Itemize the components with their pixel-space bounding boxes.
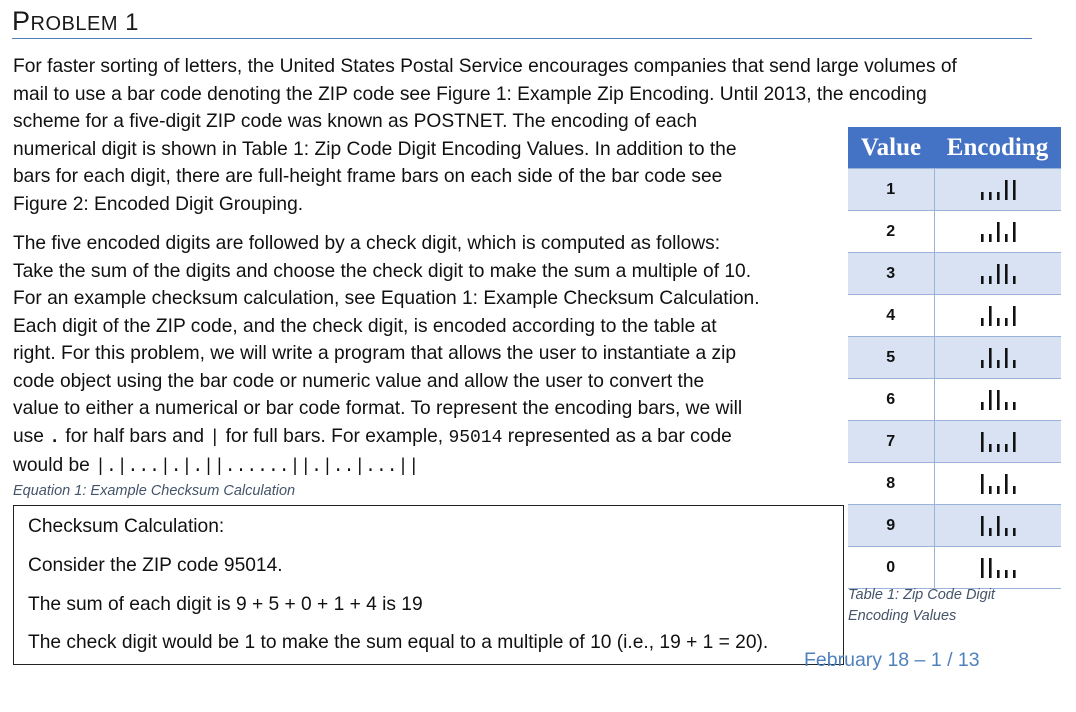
text-line: value to either a numerical or bar code format. To represent the encoding bars, we will [13, 398, 743, 419]
full-bar [981, 474, 984, 494]
text-line: scheme for a five-digit ZIP code was known as POSTNET. The encoding of each [13, 111, 697, 132]
table-row [848, 421, 1061, 463]
barcode-glyph [978, 221, 1018, 243]
digit-value: 9 [848, 505, 934, 547]
digit-value: 1 [848, 169, 934, 211]
barcode-glyph [978, 473, 1018, 495]
half-bar [981, 234, 984, 242]
full-bar [1013, 432, 1016, 452]
digit-value: 4 [848, 295, 934, 337]
half-bar [997, 318, 1000, 326]
text-line: For faster sorting of letters, the United States Postal Service encourages companies that send large volumes of [13, 56, 957, 77]
half-bar [1005, 402, 1008, 410]
full-bar [1005, 180, 1008, 200]
full-bar [989, 306, 992, 326]
table-row [848, 547, 1061, 589]
example-barcode: |.|...|.|.||......||.|..|...|| [95, 457, 420, 477]
text-line: right. For this problem, we will write a program that allows the user to instantiate a zip [13, 343, 737, 364]
half-bar [1013, 276, 1016, 284]
full-bar [1005, 474, 1008, 494]
barcode-glyph [978, 389, 1018, 411]
half-bar [981, 276, 984, 284]
table-row [848, 253, 1061, 295]
digit-encoding [934, 547, 1061, 589]
digit-encoding [934, 169, 1061, 211]
half-bar [1013, 360, 1016, 368]
table-caption: Table 1: Zip Code Digit Encoding Values [848, 587, 995, 624]
checkdigit-paragraph [13, 230, 760, 482]
table-row [848, 211, 1061, 253]
full-bar [1013, 306, 1016, 326]
table-row [848, 337, 1061, 379]
digit-value: 6 [848, 379, 934, 421]
digit-value: 8 [848, 463, 934, 505]
barcode-glyph [978, 305, 1018, 327]
text-line: The five encoded digits are followed by a check digit, which is computed as follows: [13, 233, 721, 254]
digit-encoding [934, 253, 1061, 295]
half-bar [1005, 528, 1008, 536]
digit-encoding [934, 337, 1061, 379]
page-title: PROBLEM 1 [12, 6, 139, 36]
full-bar [1005, 348, 1008, 368]
table-row [848, 295, 1061, 337]
table-row [848, 463, 1061, 505]
half-bar [989, 276, 992, 284]
digit-value: 2 [848, 211, 934, 253]
full-bar [989, 390, 992, 410]
text-line: bars for each digit, there are full-height frame bars on each side of the bar code see [13, 166, 723, 187]
text-line: numerical digit is shown in Table 1: Zip Code Digit Encoding Values. In addition to the [13, 138, 737, 160]
example-zip: 95014 [448, 427, 503, 448]
digit-encoding [934, 211, 1061, 253]
value-column-header: Value [848, 127, 934, 169]
half-bar [1013, 402, 1016, 410]
text-line: Figure 2: Encoded Digit Grouping. [13, 193, 304, 215]
text-line: Each digit of the ZIP code, and the check digit, is encoded according to the table at [13, 315, 717, 337]
table-row [848, 379, 1061, 421]
full-bar [989, 348, 992, 368]
encoding-table [848, 127, 1061, 589]
barcode-glyph [978, 347, 1018, 369]
digit-encoding [934, 421, 1061, 463]
checksum-line: Consider the ZIP code 95014. [28, 555, 283, 576]
text-line: mail to use a bar code denoting the ZIP code see Figure 1: Example Zip Encoding. Until 2013, the encoding [13, 83, 927, 105]
half-bar [997, 444, 1000, 452]
digit-encoding [934, 505, 1061, 547]
full-bar [997, 390, 1000, 410]
half-bar [989, 192, 992, 200]
half-bar [981, 402, 984, 410]
half-bar-symbol: . [49, 427, 61, 448]
text-line: For an example checksum calculation, see Equation 1: Example Checksum Calculation. [13, 288, 760, 309]
barcode-glyph [978, 179, 1018, 201]
half-bar [1005, 318, 1008, 326]
full-bar [1013, 222, 1016, 242]
half-bar [997, 486, 1000, 494]
full-bar [981, 558, 984, 578]
full-bar-symbol: | [209, 427, 221, 448]
half-bar [997, 570, 1000, 578]
digit-value: 5 [848, 337, 934, 379]
table-row [848, 169, 1061, 211]
equation-caption: Equation 1: Example Checksum Calculation [13, 483, 296, 499]
barcode-glyph [978, 431, 1018, 453]
text-line-would: would be |.|...|.|.||......||.|..|...|| [13, 455, 420, 477]
checksum-heading: Checksum Calculation: [28, 516, 225, 537]
full-bar [997, 222, 1000, 242]
full-bar [997, 516, 1000, 536]
half-bar [981, 360, 984, 368]
full-bar [989, 558, 992, 578]
half-bar [1005, 570, 1008, 578]
digit-value: 7 [848, 421, 934, 463]
heading-rule [12, 38, 1032, 39]
digit-value: 0 [848, 547, 934, 589]
encoding-column-header: Encoding [934, 127, 1061, 169]
page-footer: February 18 – 1 / 13 [804, 649, 980, 671]
digit-value: 3 [848, 253, 934, 295]
text-line-use: use . for half bars and | for full bars. For example, 95014 represented as a bar code [13, 425, 732, 448]
half-bar [997, 192, 1000, 200]
full-bar [1005, 264, 1008, 284]
digit-encoding [934, 379, 1061, 421]
half-bar [997, 360, 1000, 368]
half-bar [981, 192, 984, 200]
intro-paragraph [13, 53, 957, 218]
text-line: code object using the bar code or numeric value and allow the user to convert the [13, 370, 705, 392]
half-bar [989, 486, 992, 494]
checksum-box [13, 505, 844, 665]
checksum-line: The check digit would be 1 to make the sum equal to a multiple of 10 (i.e., 19 + 1 = 20). [28, 632, 769, 653]
half-bar [1013, 486, 1016, 494]
half-bar [1013, 528, 1016, 536]
half-bar [1005, 444, 1008, 452]
text-line: Take the sum of the digits and choose the check digit to make the sum a multiple of 10. [13, 260, 752, 282]
table-header-row [848, 127, 1061, 169]
half-bar [989, 528, 992, 536]
full-bar [997, 264, 1000, 284]
checksum-line: The sum of each digit is 9 + 5 + 0 + 1 + 4 is 19 [28, 594, 423, 615]
half-bar [989, 444, 992, 452]
half-bar [1005, 234, 1008, 242]
barcode-glyph [978, 515, 1018, 537]
table-row [848, 505, 1061, 547]
full-bar [1013, 180, 1016, 200]
full-bar [981, 516, 984, 536]
barcode-glyph [978, 263, 1018, 285]
half-bar [981, 318, 984, 326]
digit-encoding [934, 463, 1061, 505]
half-bar [1013, 570, 1016, 578]
full-bar [981, 432, 984, 452]
digit-encoding [934, 295, 1061, 337]
barcode-glyph [978, 557, 1018, 579]
half-bar [989, 234, 992, 242]
